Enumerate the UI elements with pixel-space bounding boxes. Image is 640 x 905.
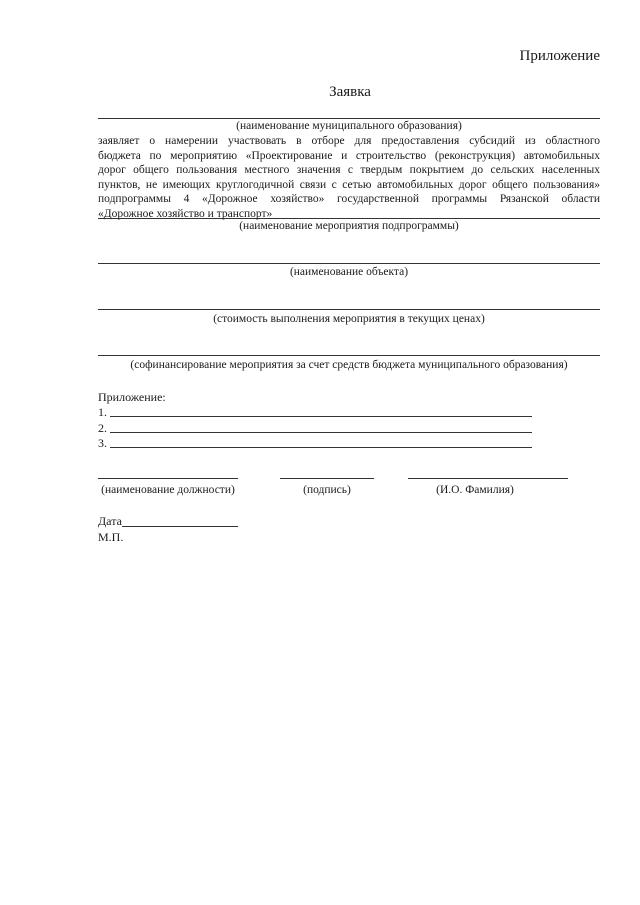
municipality-caption: (наименование муниципального образования) <box>236 120 462 132</box>
cofinancing-caption: (софинансирование мероприятия за счет средств бюджета муниципального образования) <box>130 359 568 371</box>
object-caption: (наименование объекта) <box>289 266 409 278</box>
cost-field-line[interactable] <box>98 309 600 310</box>
statement-line: пунктов, не имеющих круглогодичной связи с сетью автомобильных дорог общего пользования» <box>98 178 600 191</box>
signature-caption: (подпись) <box>303 484 351 496</box>
statement-line: дорог общего пользования местного значения с твердым покрытием до сельских населенных <box>98 164 600 176</box>
attachment-field-line[interactable] <box>110 432 532 433</box>
name-caption: (И.О. Фамилия) <box>436 484 514 496</box>
date-field-line[interactable] <box>122 526 238 527</box>
statement-line: заявляет о намерении участвовать в отборе для предоставления субсидий из областного <box>98 135 600 147</box>
attachment-number: 2. <box>98 421 107 435</box>
statement-line: подпрограммы 4 «Дорожное хозяйство» государственной программы Рязанской области <box>98 193 600 205</box>
position-field-line[interactable] <box>98 478 238 479</box>
name-field-line[interactable] <box>408 478 568 479</box>
appendix-label: Приложение <box>519 48 600 64</box>
activity-caption: (наименование мероприятия подпрограммы) <box>239 220 459 232</box>
cofinancing-field-line[interactable] <box>98 355 600 356</box>
object-field-line[interactable] <box>98 263 600 264</box>
statement-line: бюджета по мероприятию «Проектирование и строительство (реконструкция) автомобильных <box>98 149 600 162</box>
attachment-field-line[interactable] <box>110 416 532 417</box>
cost-caption: (стоимость выполнения мероприятия в текущих ценах) <box>213 313 485 325</box>
municipality-field-line[interactable] <box>98 118 600 119</box>
date-label: Дата <box>98 514 122 528</box>
statement-line: «Дорожное хозяйство и транспорт» <box>98 207 273 220</box>
signature-field-line[interactable] <box>280 478 374 479</box>
attachment-number: 3. <box>98 436 107 450</box>
attachments-heading: Приложение: <box>98 390 166 404</box>
activity-field-line[interactable] <box>98 218 600 219</box>
attachment-field-line[interactable] <box>110 447 532 448</box>
statement-paragraph <box>98 134 600 221</box>
document-title: Заявка <box>329 84 371 100</box>
attachment-number: 1. <box>98 405 107 419</box>
stamp-label: М.П. <box>98 530 124 544</box>
position-caption: (наименование должности) <box>101 484 235 496</box>
